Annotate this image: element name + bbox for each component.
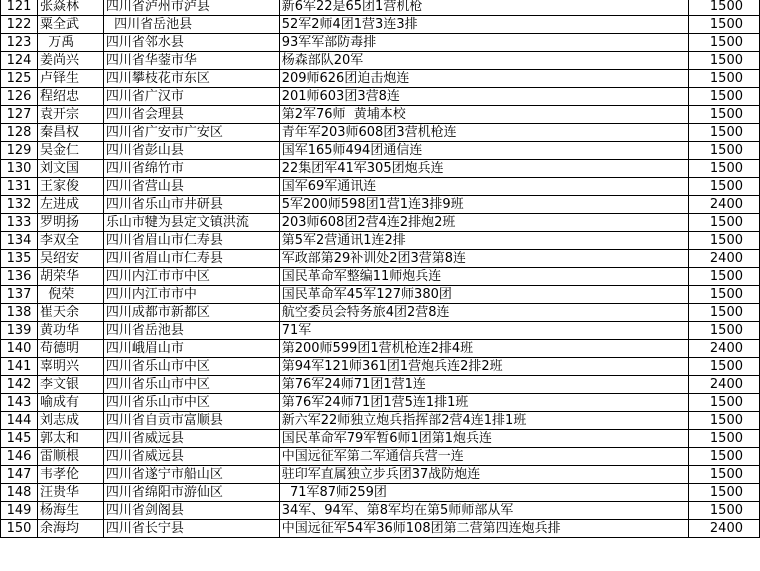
table-row	[1, 484, 760, 502]
hometown-cell[interactable]: 四川省广汉市	[103, 88, 279, 106]
hometown-cell[interactable]: 四川省威远县	[103, 448, 279, 466]
hometown-cell[interactable]: 四川攀枝花市东区	[103, 70, 279, 88]
name-cell[interactable]: 卢铎生	[37, 70, 103, 88]
table-row	[1, 142, 760, 160]
table-row	[1, 250, 760, 268]
hometown-cell[interactable]: 四川峨眉山市	[103, 340, 279, 358]
row-number-cell[interactable]: 145	[1, 430, 38, 448]
hometown-cell[interactable]: 四川省乐山市井研县	[103, 196, 279, 214]
row-number-cell[interactable]: 142	[1, 376, 38, 394]
name-cell[interactable]: 杨海生	[37, 502, 103, 520]
table-row	[1, 520, 760, 538]
name-cell[interactable]: 辜明兴	[37, 358, 103, 376]
hometown-cell[interactable]: 四川省会理县	[103, 106, 279, 124]
military-unit-cell[interactable]: 93军军部防毒排	[279, 34, 688, 52]
hometown-cell[interactable]: 四川省绵竹市	[103, 160, 279, 178]
name-cell[interactable]: 倪荣	[37, 286, 103, 304]
amount-cell[interactable]: 1500	[689, 358, 760, 376]
name-cell[interactable]: 程绍忠	[37, 88, 103, 106]
name-cell[interactable]: 王家俊	[37, 178, 103, 196]
name-cell[interactable]: 张焱林	[37, 0, 103, 16]
name-cell[interactable]: 袁开宗	[37, 106, 103, 124]
table-row	[1, 178, 760, 196]
row-number-cell[interactable]: 125	[1, 70, 38, 88]
table-row	[1, 16, 760, 34]
name-cell[interactable]: 刘志成	[37, 412, 103, 430]
name-cell[interactable]: 姜尚兴	[37, 52, 103, 70]
military-unit-cell[interactable]: 驻印军直属独立步兵团37战防炮连	[279, 466, 688, 484]
hometown-cell[interactable]: 四川内江市市中区	[103, 268, 279, 286]
military-unit-cell[interactable]: 军政部第29补训处2团3营第8连	[279, 250, 688, 268]
table-row	[1, 430, 760, 448]
row-number-cell[interactable]: 138	[1, 304, 38, 322]
table-row	[1, 124, 760, 142]
table-body	[1, 0, 760, 538]
hometown-cell[interactable]: 四川省彭山县	[103, 142, 279, 160]
name-cell[interactable]: 粟全武	[37, 16, 103, 34]
table-row	[1, 52, 760, 70]
hometown-cell[interactable]: 四川省泸州市泸县	[103, 0, 279, 16]
military-unit-cell[interactable]: 71军	[279, 322, 688, 340]
military-unit-cell[interactable]: 第76军24师71团1营1连	[279, 376, 688, 394]
row-number-cell[interactable]: 139	[1, 322, 38, 340]
hometown-cell[interactable]: 四川省乐山市中区	[103, 358, 279, 376]
name-cell[interactable]: 郭太和	[37, 430, 103, 448]
military-unit-cell[interactable]: 71军87师259团	[279, 484, 688, 502]
amount-cell[interactable]: 1500	[689, 286, 760, 304]
military-unit-cell[interactable]: 第2军76师 黄埔本校	[279, 106, 688, 124]
amount-cell[interactable]: 1500	[689, 70, 760, 88]
row-number-cell[interactable]: 147	[1, 466, 38, 484]
name-cell[interactable]: 胡荣华	[37, 268, 103, 286]
hometown-cell[interactable]: 四川内江市市中	[103, 286, 279, 304]
military-unit-cell[interactable]: 航空委员会特务旅4团2营8连	[279, 304, 688, 322]
amount-cell[interactable]: 2400	[689, 196, 760, 214]
military-unit-cell[interactable]: 34军、94军、第8军均在第5师师部从军	[279, 502, 688, 520]
amount-cell[interactable]: 1500	[689, 52, 760, 70]
hometown-cell[interactable]: 四川省自贡市富顺县	[103, 412, 279, 430]
name-cell[interactable]: 李文银	[37, 376, 103, 394]
row-number-cell[interactable]: 149	[1, 502, 38, 520]
amount-cell[interactable]: 1500	[689, 16, 760, 34]
name-cell[interactable]: 罗明扬	[37, 214, 103, 232]
hometown-cell[interactable]: 四川省乐山市中区	[103, 376, 279, 394]
amount-cell[interactable]: 1500	[689, 160, 760, 178]
table-row	[1, 358, 760, 376]
table-row	[1, 502, 760, 520]
amount-cell[interactable]: 2400	[689, 520, 760, 538]
hometown-cell[interactable]: 四川省邻水县	[103, 34, 279, 52]
hometown-cell[interactable]: 四川省眉山市仁寿县	[103, 250, 279, 268]
row-number-cell[interactable]: 126	[1, 88, 38, 106]
name-cell[interactable]: 刘文国	[37, 160, 103, 178]
hometown-cell[interactable]: 四川省营山县	[103, 178, 279, 196]
name-cell[interactable]: 汪贵华	[37, 484, 103, 502]
name-cell[interactable]: 喻成有	[37, 394, 103, 412]
name-cell[interactable]: 秦昌权	[37, 124, 103, 142]
amount-cell[interactable]: 1500	[689, 124, 760, 142]
hometown-cell[interactable]: 四川省华蓥市华	[103, 52, 279, 70]
amount-cell[interactable]: 1500	[689, 34, 760, 52]
table-row	[1, 88, 760, 106]
table-row	[1, 70, 760, 88]
name-cell[interactable]: 吴金仁	[37, 142, 103, 160]
military-unit-cell[interactable]: 国军165师494团通信连	[279, 142, 688, 160]
table-row	[1, 268, 760, 286]
amount-cell[interactable]: 1500	[689, 142, 760, 160]
table-row	[1, 322, 760, 340]
amount-cell[interactable]: 1500	[689, 304, 760, 322]
military-unit-cell[interactable]: 国民革命军整编11师炮兵连	[279, 268, 688, 286]
amount-cell[interactable]: 2400	[689, 340, 760, 358]
table-row	[1, 286, 760, 304]
military-unit-cell[interactable]: 209师626团迫击炮连	[279, 70, 688, 88]
name-cell[interactable]: 黄功华	[37, 322, 103, 340]
amount-cell[interactable]: 1500	[689, 0, 760, 16]
amount-cell[interactable]: 1500	[689, 268, 760, 286]
hometown-cell[interactable]: 四川省眉山市仁寿县	[103, 232, 279, 250]
amount-cell[interactable]: 2400	[689, 250, 760, 268]
hometown-cell[interactable]: 四川省广安市广安区	[103, 124, 279, 142]
military-unit-cell[interactable]: 第200师599团1营机枪连2排4班	[279, 340, 688, 358]
row-number-cell[interactable]: 134	[1, 232, 38, 250]
row-number-cell[interactable]: 137	[1, 286, 38, 304]
military-unit-cell[interactable]: 5军200师598团1营1连3排9班	[279, 196, 688, 214]
row-number-cell[interactable]: 141	[1, 358, 38, 376]
table-row	[1, 106, 760, 124]
military-unit-cell[interactable]: 中国远征军54军36师108团第二营第四连炮兵排	[279, 520, 688, 538]
hometown-cell[interactable]: 四川省绵阳市游仙区	[103, 484, 279, 502]
amount-cell[interactable]: 1500	[689, 232, 760, 250]
amount-cell[interactable]: 1500	[689, 430, 760, 448]
row-number-cell[interactable]: 133	[1, 214, 38, 232]
row-number-cell[interactable]: 121	[1, 0, 38, 16]
amount-cell[interactable]: 1500	[689, 178, 760, 196]
military-unit-cell[interactable]: 杨森部队20军	[279, 52, 688, 70]
amount-cell[interactable]: 1500	[689, 448, 760, 466]
military-unit-cell[interactable]: 201师603团3营8连	[279, 88, 688, 106]
amount-cell[interactable]: 2400	[689, 376, 760, 394]
military-unit-cell[interactable]: 52军2师4团1营3连3排	[279, 16, 688, 34]
amount-cell[interactable]: 1500	[689, 412, 760, 430]
name-cell[interactable]: 左进成	[37, 196, 103, 214]
hometown-cell[interactable]: 四川省长宁县	[103, 520, 279, 538]
row-number-cell[interactable]: 127	[1, 106, 38, 124]
amount-cell[interactable]: 1500	[689, 88, 760, 106]
military-unit-cell[interactable]: 203师608团2营4连2排炮2班	[279, 214, 688, 232]
row-number-cell[interactable]: 122	[1, 16, 38, 34]
military-unit-cell[interactable]: 国民革命军79军暂6师1团第1炮兵连	[279, 430, 688, 448]
name-cell[interactable]: 雷顺根	[37, 448, 103, 466]
row-number-cell[interactable]: 148	[1, 484, 38, 502]
table-row	[1, 376, 760, 394]
military-unit-cell[interactable]: 中国远征军第二军通信兵营一连	[279, 448, 688, 466]
hometown-cell[interactable]: 四川省乐山市中区	[103, 394, 279, 412]
amount-cell[interactable]: 1500	[689, 214, 760, 232]
amount-cell[interactable]: 1500	[689, 484, 760, 502]
row-number-cell[interactable]: 123	[1, 34, 38, 52]
name-cell[interactable]: 李双全	[37, 232, 103, 250]
military-unit-cell[interactable]: 22集团军41军305团炮兵连	[279, 160, 688, 178]
table-row	[1, 448, 760, 466]
row-number-cell[interactable]: 131	[1, 178, 38, 196]
row-number-cell[interactable]: 130	[1, 160, 38, 178]
row-number-cell[interactable]: 136	[1, 268, 38, 286]
military-unit-cell[interactable]: 第5军2营通讯1连2排	[279, 232, 688, 250]
row-number-cell[interactable]: 135	[1, 250, 38, 268]
name-cell[interactable]: 万禹	[37, 34, 103, 52]
hometown-cell[interactable]: 四川省剑阁县	[103, 502, 279, 520]
amount-cell[interactable]: 1500	[689, 502, 760, 520]
table-row	[1, 304, 760, 322]
table-row	[1, 196, 760, 214]
row-number-cell[interactable]: 128	[1, 124, 38, 142]
amount-cell[interactable]: 1500	[689, 394, 760, 412]
table-row	[1, 340, 760, 358]
row-number-cell[interactable]: 144	[1, 412, 38, 430]
military-unit-cell[interactable]: 新六军22师独立炮兵指挥部2营4连1排1班	[279, 412, 688, 430]
name-cell[interactable]: 余海均	[37, 520, 103, 538]
military-unit-cell[interactable]: 新6军22是65团1营机枪	[279, 0, 688, 16]
row-number-cell[interactable]: 124	[1, 52, 38, 70]
table-row	[1, 0, 760, 16]
hometown-cell[interactable]: 四川成都市新都区	[103, 304, 279, 322]
table-row	[1, 34, 760, 52]
name-cell[interactable]: 崔天余	[37, 304, 103, 322]
hometown-cell[interactable]: 四川省岳池县	[103, 16, 279, 34]
name-cell[interactable]: 韦孝伦	[37, 466, 103, 484]
row-number-cell[interactable]: 132	[1, 196, 38, 214]
table-row	[1, 394, 760, 412]
table-row	[1, 232, 760, 250]
hometown-cell[interactable]: 四川省岳池县	[103, 322, 279, 340]
table-row	[1, 214, 760, 232]
row-number-cell[interactable]: 140	[1, 340, 38, 358]
amount-cell[interactable]: 1500	[689, 106, 760, 124]
hometown-cell[interactable]: 四川省遂宁市船山区	[103, 466, 279, 484]
military-unit-cell[interactable]: 第94军121师361团1营炮兵连2排2班	[279, 358, 688, 376]
row-number-cell[interactable]: 129	[1, 142, 38, 160]
row-number-cell[interactable]: 150	[1, 520, 38, 538]
row-number-cell[interactable]: 146	[1, 448, 38, 466]
military-unit-cell[interactable]: 第76军24师71团1营5连1排1班	[279, 394, 688, 412]
military-unit-cell[interactable]: 国民革命军45军127师380团	[279, 286, 688, 304]
hometown-cell[interactable]: 乐山市犍为县定文镇洪流	[103, 214, 279, 232]
table-row	[1, 412, 760, 430]
amount-cell[interactable]: 1500	[689, 466, 760, 484]
name-cell[interactable]: 吴绍安	[37, 250, 103, 268]
hometown-cell[interactable]: 四川省威远县	[103, 430, 279, 448]
military-unit-cell[interactable]: 国军69军通讯连	[279, 178, 688, 196]
table-row	[1, 160, 760, 178]
amount-cell[interactable]: 1500	[689, 322, 760, 340]
table-row	[1, 466, 760, 484]
military-unit-cell[interactable]: 青年军203师608团3营机枪连	[279, 124, 688, 142]
row-number-cell[interactable]: 143	[1, 394, 38, 412]
name-cell[interactable]: 苟德明	[37, 340, 103, 358]
